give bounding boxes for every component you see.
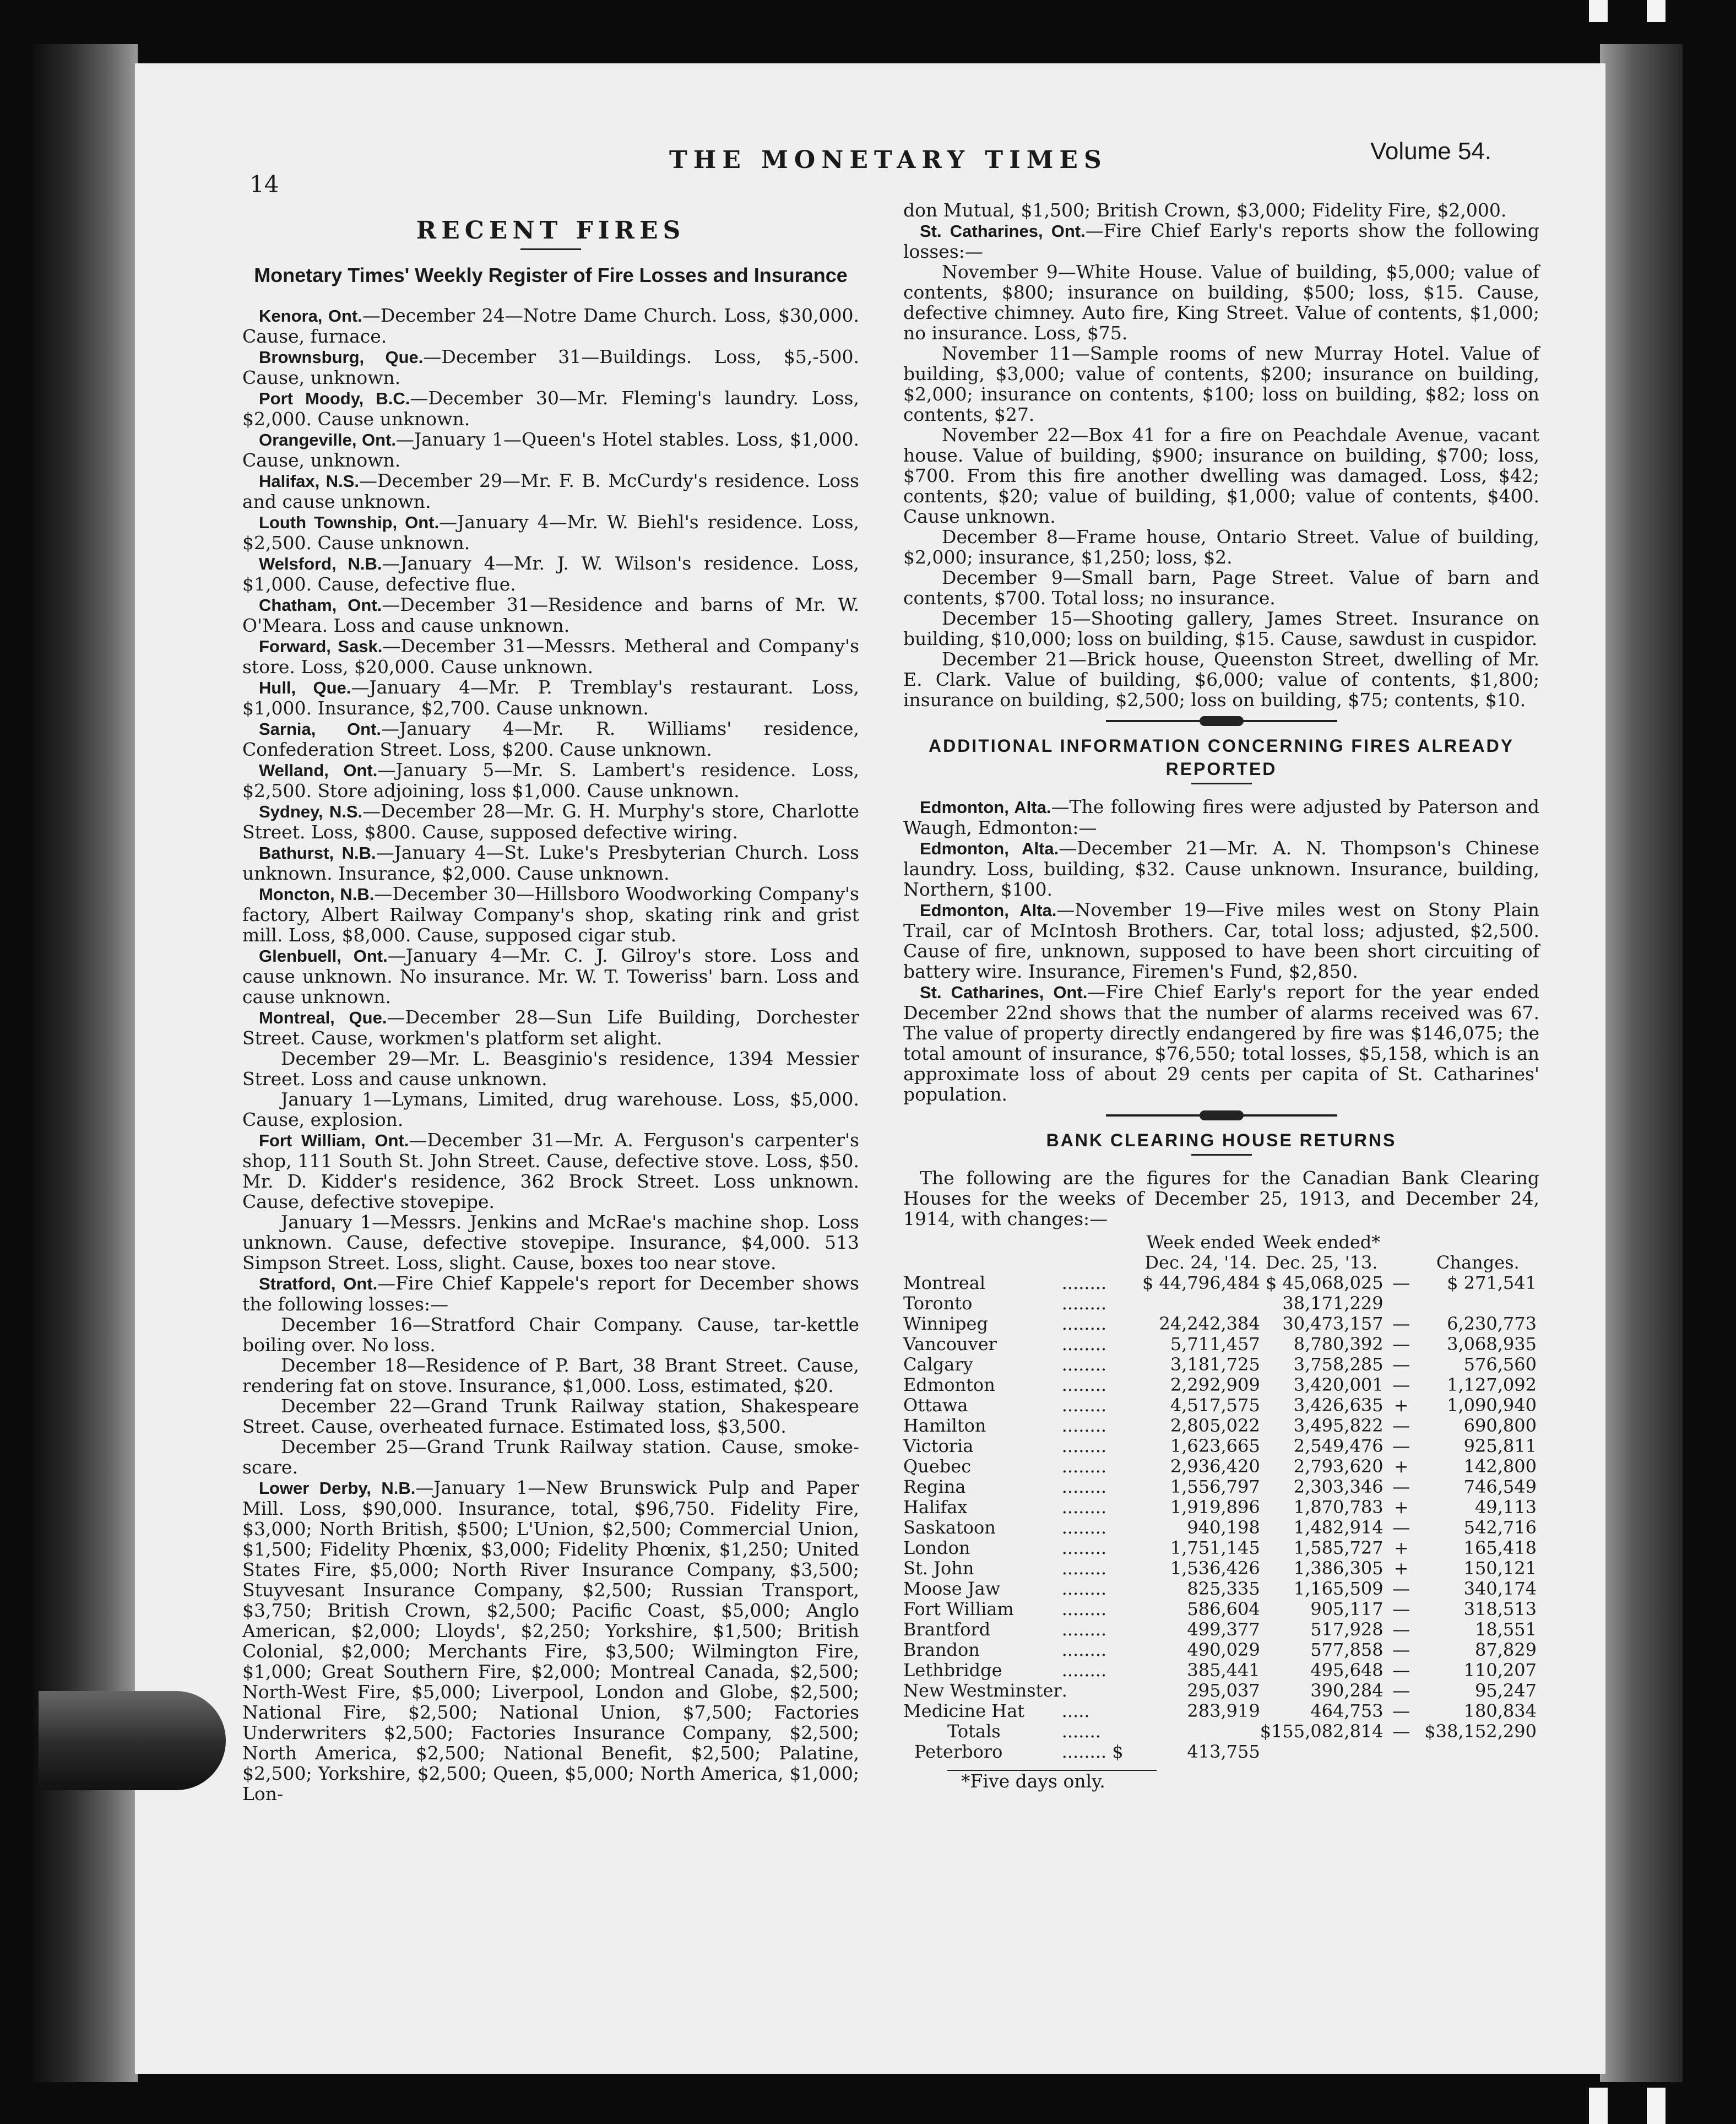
- entry-text: —December 30—Mr. Fleming's laundry. Loss, $2,000. Cause unknown.: [242, 387, 859, 430]
- leader-dots: ........: [1061, 1334, 1107, 1354]
- change-sign: +: [1393, 1558, 1409, 1579]
- change-sign: —: [1392, 1334, 1410, 1354]
- entry-text: —January 4—Mr. P. Tremblay's restaurant. Loss, $1,000. Insurance, $2,700. Cause unknown.: [242, 676, 860, 719]
- city-name: Saskatoon: [903, 1517, 996, 1538]
- continued-text: don Mutual, $1,500; British Crown, $3,000; Fidelity Fire, $2,000.: [903, 199, 1507, 221]
- entry-text: —January 4—Mr. R. Williams' residence, Confederation Street. Loss, $200. Cause unknown.: [242, 718, 860, 760]
- table-row: [903, 1742, 1537, 1762]
- leader-dots: ........: [1061, 1660, 1107, 1681]
- fire-entry: [242, 677, 859, 718]
- fire-entry: [242, 346, 859, 388]
- table-row: [903, 1334, 1537, 1354]
- table-row: [903, 1558, 1537, 1579]
- cell-1913: 1,386,305: [1293, 1558, 1384, 1579]
- cell-1913: 3,420,001: [1293, 1374, 1384, 1395]
- change-sign: —: [1392, 1354, 1410, 1375]
- entry-text: —January 4—Mr. J. W. Wilson's residence. Loss, $1,000. Cause, defective flue.: [242, 552, 859, 595]
- entry-text: —December 31—Messrs. Metheral and Company's store. Loss, $20,000. Cause unknown.: [242, 635, 860, 678]
- change-sign: —: [1392, 1619, 1410, 1640]
- bank-returns-title: BANK CLEARING HOUSE RETURNS: [1046, 1130, 1397, 1150]
- cell-change: 110,207: [1463, 1660, 1537, 1681]
- cell-1914: 413,755: [1187, 1741, 1260, 1762]
- entry-text: —December 21—Mr. A. N. Thompson's Chinese laundry. Loss, building, $32. Cause unknown. Insurance, building, Northern, $100.: [903, 837, 1539, 900]
- left-column: [242, 216, 860, 1805]
- table-row: [903, 1497, 1537, 1518]
- column-header: Dec. 24, '14.: [1144, 1252, 1257, 1273]
- fire-entry: [242, 842, 859, 884]
- cell-1913: 464,753: [1310, 1700, 1384, 1721]
- cell-1914: $ 44,796,484: [1142, 1272, 1260, 1293]
- cell-1913: 8,780,392: [1293, 1334, 1384, 1354]
- entry-text: —January 4—St. Luke's Presbyterian Church. Loss unknown. Insurance, $2,000. Cause unknown.: [242, 842, 859, 884]
- city-name: New Westminster: [903, 1680, 1062, 1701]
- right-column: [903, 200, 1539, 1791]
- fire-entry: [242, 884, 859, 945]
- cell-1913: 1,165,509: [1293, 1578, 1384, 1599]
- change-sign: —: [1392, 1517, 1410, 1538]
- entry-text: —January 4—Mr. W. Biehl's residence. Loss, $2,500. Cause unknown.: [242, 511, 859, 554]
- table-row: [903, 1293, 1537, 1314]
- fire-entry: [242, 636, 859, 677]
- leader-dots: .......: [1061, 1721, 1101, 1742]
- place-name: Chatham, Ont.: [259, 595, 382, 615]
- table-row: [903, 1681, 1537, 1701]
- cell-1914: [1142, 1293, 1260, 1314]
- fire-entry: [242, 1273, 859, 1314]
- leader-dots: ........: [1061, 1354, 1107, 1375]
- cell-1913: 2,793,620: [1293, 1456, 1384, 1477]
- cell-1914: 295,037: [1187, 1680, 1260, 1701]
- cell-1914: 2,805,022: [1170, 1415, 1260, 1436]
- entry-text: —January 1—Queen's Hotel stables. Loss, $1,000. Cause, unknown.: [242, 429, 860, 471]
- cell-1913: 1,585,727: [1293, 1537, 1384, 1558]
- cell-1914: 1,919,896: [1170, 1497, 1260, 1518]
- entry-text: —December 31—Buildings. Loss, $5,-500. Cause, unknown.: [242, 346, 859, 388]
- loss-item: December 21—Brick house, Queenston Street, dwelling of Mr. E. Clark. Value of building, $6,000; value of contents, $1,800; insurance on building, $2,500; loss on building, $75; contents, $10.: [903, 648, 1539, 711]
- column-header: Changes.: [1436, 1252, 1520, 1273]
- bank-table-body: [903, 1273, 1537, 1721]
- city-name: Victoria: [903, 1435, 974, 1456]
- cell-change: 150,121: [1463, 1558, 1537, 1579]
- entry-text: —December 31—Residence and barns of Mr. W. O'Meara. Loss and cause unknown.: [242, 594, 859, 636]
- place-name: Welland, Ont.: [259, 761, 378, 780]
- cell-1913: 390,284: [1310, 1680, 1384, 1701]
- fire-entry: [242, 512, 859, 553]
- totals-label: Totals: [947, 1721, 1001, 1742]
- entry-text: —December 29—Mr. F. B. McCurdy's residence. Loss and cause unknown.: [242, 470, 859, 512]
- fire-entry: [242, 801, 859, 842]
- leader-dots: ........: [1061, 1497, 1107, 1518]
- leader-dots: ........: [1061, 1517, 1107, 1538]
- entry-text: —January 4—Mr. C. J. Gilroy's store. Loss and cause unknown. No insurance. Mr. W. T. Toweriss' barn. Loss and cause unknown.: [242, 945, 859, 1007]
- table-row: [903, 1314, 1537, 1334]
- divider: [1191, 783, 1252, 784]
- cell-change: $ 271,541: [1447, 1272, 1537, 1293]
- leader-dots: ........: [1061, 1374, 1107, 1395]
- leader-dots: ........: [1061, 1476, 1107, 1497]
- cell-change: 746,549: [1463, 1476, 1537, 1497]
- table-row: [903, 1395, 1537, 1416]
- page-clip: [39, 1691, 226, 1790]
- fire-entry-list: [242, 305, 859, 1048]
- cell-1914: 586,604: [1187, 1599, 1260, 1619]
- city-name: Vancouver: [903, 1334, 997, 1354]
- masthead: THE MONETARY TIMES: [669, 146, 1108, 174]
- cell-1914: 5,711,457: [1170, 1334, 1260, 1354]
- film-marker: [1647, 0, 1666, 22]
- city-name: Medicine Hat: [903, 1700, 1025, 1721]
- table-row: [903, 1660, 1537, 1681]
- cell-change: $38,152,290: [1424, 1721, 1537, 1742]
- ornamental-divider: [1106, 1114, 1337, 1117]
- loss-item: December 18—Residence of P. Bart, 38 Brant Street. Cause, rendering fat on stove. Insurance, $1,000. Loss, estimated, $20.: [242, 1354, 859, 1396]
- change-sign: —: [1392, 1272, 1410, 1293]
- city-name: Montreal: [903, 1272, 986, 1293]
- leader-dots: .: [1061, 1680, 1067, 1701]
- table-row: [903, 1354, 1537, 1375]
- leader-dots: ........: [1061, 1415, 1107, 1436]
- film-marker: [1647, 2088, 1666, 2124]
- place-name: Glenbuell, Ont.: [259, 946, 388, 966]
- place-name: Lower Derby, N.B.: [259, 1478, 416, 1498]
- cell-1913: 3,495,822: [1293, 1415, 1384, 1436]
- entry-text: —December 24—Notre Dame Church. Loss, $30,000. Cause, furnace.: [242, 305, 860, 347]
- change-sign: +: [1393, 1456, 1409, 1477]
- fire-entry: [242, 305, 859, 346]
- cell-1914: 24,242,384: [1159, 1313, 1260, 1334]
- city-name: Brantford: [903, 1619, 991, 1640]
- section-title: RECENT FIRES: [416, 216, 686, 245]
- fire-entry: [242, 594, 859, 636]
- place-name: Montreal, Que.: [259, 1008, 387, 1027]
- change-sign: —: [1392, 1680, 1410, 1701]
- place-name: Fort William, Ont.: [259, 1131, 409, 1150]
- divider: [1191, 1154, 1252, 1156]
- city-name: Toronto: [903, 1293, 973, 1314]
- change-sign: —: [1392, 1476, 1410, 1497]
- loss-item: November 9—White House. Value of building, $5,000; value of contents, $800; insurance on building, $500; loss, $15. Cause, defective chimney. Auto fire, King Street. Value of contents, $1,000; no insurance. Loss, $75.: [903, 261, 1539, 344]
- leader-dots: ........: [1061, 1578, 1107, 1599]
- change-sign: —: [1392, 1578, 1410, 1599]
- column-header: Dec. 25, '13.: [1265, 1252, 1378, 1273]
- place-name: Edmonton, Alta.: [920, 839, 1059, 858]
- entry-text: —December 31—Mr. A. Ferguson's carpenter's shop, 111 South St. John Street. Cause, defective stove. Loss, $50. Mr. D. Kidder's residence, 362 Brock Street. Loss unknown. Cause, defective stovepipe.: [242, 1129, 859, 1212]
- divider: [520, 248, 581, 250]
- film-marker: [1589, 2088, 1608, 2124]
- cell-1913: 3,758,285: [1293, 1354, 1384, 1375]
- place-name: Hull, Que.: [259, 678, 351, 697]
- place-name: Orangeville, Ont.: [259, 430, 397, 449]
- entry-text: —Fire Chief Kappele's report for December shows the following losses:—: [242, 1272, 859, 1315]
- fire-entry: [242, 1130, 859, 1212]
- additional-entry-list: [903, 797, 1539, 1104]
- loss-item: December 8—Frame house, Ontario Street. Value of building, $2,000; insurance, $1,250; loss, $2.: [903, 526, 1539, 568]
- cell-change: 318,513: [1463, 1599, 1537, 1619]
- city-name: Edmonton: [903, 1374, 995, 1395]
- place-name: Edmonton, Alta.: [920, 798, 1051, 817]
- column-header: Week ended: [1146, 1232, 1255, 1253]
- fire-entry: [242, 470, 859, 512]
- place-name: Louth Township, Ont.: [259, 513, 440, 532]
- leader-dots: ........ $: [1061, 1741, 1124, 1762]
- city-name: Brandon: [903, 1639, 980, 1660]
- volume-label: Volume 54.: [1370, 138, 1492, 165]
- place-name: Sarnia, Ont.: [259, 719, 381, 739]
- entry-text: —December 28—Mr. G. H. Murphy's store, Charlotte Street. Loss, $800. Cause, supposed defective wiring.: [242, 800, 859, 843]
- loss-item: December 16—Stratford Chair Company. Cause, tar-kettle boiling over. No loss.: [242, 1314, 859, 1356]
- cell-1913: 3,426,635: [1293, 1395, 1384, 1416]
- leader-dots: ........: [1061, 1435, 1107, 1456]
- table-row: [903, 1640, 1537, 1660]
- change-sign: —: [1392, 1660, 1410, 1681]
- table-header-row: [903, 1253, 1537, 1273]
- cell-1914: 499,377: [1187, 1619, 1260, 1640]
- cell-1914: 385,441: [1187, 1660, 1260, 1681]
- place-name: Bathurst, N.B.: [259, 843, 376, 863]
- loss-item: December 22—Grand Trunk Railway station, Shakespeare Street. Cause, overheated furnace. Estimated loss, $3,500.: [242, 1395, 859, 1437]
- additional-entry: [903, 982, 1539, 1104]
- cell-1914: 825,335: [1187, 1578, 1260, 1599]
- leader-dots: ........: [1061, 1558, 1107, 1579]
- change-sign: —: [1392, 1639, 1410, 1660]
- fire-entry: [242, 1477, 859, 1804]
- place-name: Halifax, N.S.: [259, 472, 359, 491]
- loss-item: November 22—Box 41 for a fire on Peachdale Avenue, vacant house. Value of building, $900; insurance on building, $700; loss, $700. From this fire another dwelling was damaged. Loss, $42; contents, $20; value of building, $1,000; value of contents, $400. Cause unknown.: [903, 424, 1539, 527]
- cell-1913: $ 45,068,025: [1265, 1272, 1384, 1293]
- entry-text: —December 30—Hillsboro Woodworking Company's factory, Albert Railway Company's shop, skating rink and grist mill. Loss, $8,000. Cause, supposed cigar stub.: [242, 883, 859, 946]
- bank-clearing-table: [903, 1232, 1537, 1762]
- cell-1914: 1,751,145: [1170, 1537, 1260, 1558]
- cell-1913: 495,648: [1310, 1660, 1384, 1681]
- change-sign: +: [1393, 1497, 1409, 1518]
- cell-1914: 1,623,665: [1170, 1435, 1260, 1456]
- fire-entry: [242, 718, 859, 760]
- change-sign: —: [1392, 1435, 1410, 1456]
- table-row: [903, 1477, 1537, 1497]
- table-row: [903, 1375, 1537, 1395]
- fire-entry: [242, 429, 859, 470]
- change-sign: —: [1392, 1721, 1410, 1742]
- change-sign: +: [1393, 1395, 1409, 1416]
- fire-entry-continuation: January 1—Messrs. Jenkins and McRae's machine shop. Loss unknown. Cause, defective stovepipe. Insurance, $4,000. 513 Simpson Street. Loss, slight. Cause, boxes too near stove.: [242, 1211, 859, 1274]
- table-row: [903, 1701, 1537, 1721]
- cell-change: 95,247: [1475, 1680, 1537, 1701]
- loss-item: December 15—Shooting gallery, James Street. Insurance on building, $10,000; loss on building, $15. Cause, sawdust in cuspidor.: [903, 608, 1539, 649]
- cell-1913: 1,870,783: [1293, 1497, 1384, 1518]
- table-row: [903, 1538, 1537, 1558]
- loss-item: December 25—Grand Trunk Railway station. Cause, smoke-scare.: [242, 1436, 859, 1478]
- fire-entry: [242, 553, 859, 594]
- ornamental-divider: [1106, 720, 1337, 722]
- section-subtitle: Monetary Times' Weekly Register of Fire Losses and Insurance: [254, 264, 848, 286]
- cell-change: 87,829: [1475, 1639, 1537, 1660]
- city-name: Hamilton: [903, 1415, 986, 1436]
- change-sign: —: [1392, 1700, 1410, 1721]
- city-name: London: [903, 1537, 970, 1558]
- cell-1913: 1,482,914: [1293, 1517, 1384, 1538]
- entry-text: —The following fires were adjusted by Paterson and Waugh, Edmonton:—: [903, 796, 1539, 838]
- leader-dots: ........: [1061, 1619, 1107, 1640]
- leader-dots: .....: [1061, 1700, 1090, 1721]
- city-name: Fort William: [903, 1599, 1014, 1619]
- fire-entry: [242, 760, 859, 801]
- city-name: Moose Jaw: [903, 1578, 1001, 1599]
- change-sign: [1384, 1293, 1419, 1314]
- cell-1914: 283,919: [1187, 1700, 1260, 1721]
- place-name: Stratford, Ont.: [259, 1274, 378, 1293]
- cell-1914: 2,292,909: [1170, 1374, 1260, 1395]
- cell-change: 1,090,940: [1447, 1395, 1537, 1416]
- cell-1913: 905,117: [1310, 1599, 1384, 1619]
- additional-entry: [903, 838, 1539, 900]
- cell-1913: 2,303,346: [1293, 1476, 1384, 1497]
- change-sign: —: [1392, 1313, 1410, 1334]
- leader-dots: ........: [1061, 1272, 1107, 1293]
- city-name: Quebec: [903, 1456, 972, 1477]
- cell-change: 6,230,773: [1447, 1313, 1537, 1334]
- leader-dots: ........: [1061, 1537, 1107, 1558]
- film-marker: [1589, 0, 1608, 22]
- cell-change: 165,418: [1463, 1537, 1537, 1558]
- loss-item: December 9—Small barn, Page Street. Value of barn and contents, $700. Total loss; no insurance.: [903, 567, 1539, 609]
- column-header: Week ended*: [1263, 1232, 1381, 1253]
- place-name: Port Moody, B.C.: [259, 389, 410, 408]
- entry-text: —Fire Chief Early's reports show the following losses:—: [903, 220, 1539, 262]
- additional-entry: [903, 900, 1539, 982]
- cell-1914: 490,029: [1187, 1639, 1260, 1660]
- cell-1913: 38,171,229: [1282, 1293, 1384, 1314]
- place-name: St. Catharines, Ont.: [920, 221, 1086, 241]
- city-name: Winnipeg: [903, 1313, 988, 1334]
- change-sign: —: [1392, 1415, 1410, 1436]
- cell-1913: 30,473,157: [1282, 1313, 1384, 1334]
- cell-change: [1419, 1293, 1537, 1314]
- cell-1913: $155,082,814: [1260, 1721, 1384, 1742]
- fire-entry-continuation: December 29—Mr. L. Beasginio's residence, 1394 Messier Street. Loss and cause unknown.: [242, 1048, 859, 1090]
- place-name: Welsford, N.B.: [259, 554, 382, 573]
- city-name: Peterboro: [914, 1741, 1003, 1762]
- place-name: Forward, Sask.: [259, 637, 383, 656]
- cell-change: 1,127,092: [1447, 1374, 1537, 1395]
- bank-intro: The following are the figures for the Canadian Bank Clearing Houses for the weeks of December 25, 1913, and December 24, 1914, with changes:—: [903, 1167, 1539, 1229]
- table-row: [903, 1456, 1537, 1477]
- change-sign: +: [1393, 1537, 1409, 1558]
- entry-text: —December 28—Sun Life Building, Dorchester Street. Cause, workmen's platform set alight.: [242, 1006, 859, 1049]
- fire-entry: [242, 388, 859, 429]
- leader-dots: ........: [1061, 1599, 1107, 1619]
- cell-1914: 1,536,426: [1170, 1558, 1260, 1579]
- table-header-row: [903, 1232, 1537, 1253]
- page-number: 14: [249, 171, 279, 198]
- fire-entry: [242, 945, 859, 1007]
- entry-text: —Fire Chief Early's report for the year ended December 22nd shows that the number of alarms received was 67. The value of property directly endangered by fire was $146,075; the total amount of insurance, $76,550; total losses, $5,158, which is an approximate loss of about 29 cents per capita of St. Catharines' population.: [903, 981, 1539, 1105]
- cell-change: 3,068,935: [1447, 1334, 1537, 1354]
- leader-dots: ........: [1061, 1293, 1107, 1314]
- place-name: Brownsburg, Que.: [259, 348, 424, 367]
- place-name: Moncton, N.B.: [259, 885, 375, 904]
- change-sign: —: [1392, 1374, 1410, 1395]
- city-name: St. John: [903, 1558, 974, 1579]
- change-sign: —: [1392, 1599, 1410, 1619]
- table-row: [903, 1599, 1537, 1619]
- cell-change: 690,800: [1463, 1415, 1537, 1436]
- city-name: Regina: [903, 1476, 966, 1497]
- cell-1914: 3,181,725: [1170, 1354, 1260, 1375]
- leader-dots: ........: [1061, 1395, 1107, 1416]
- cell-change: 542,716: [1463, 1517, 1537, 1538]
- totals-row: [903, 1721, 1537, 1742]
- cell-change: 925,811: [1463, 1435, 1537, 1456]
- cell-change: 340,174: [1463, 1578, 1537, 1599]
- cell-change: 576,560: [1463, 1354, 1537, 1375]
- place-name: Kenora, Ont.: [259, 306, 362, 326]
- place-name: Edmonton, Alta.: [920, 901, 1057, 920]
- cell-change: 18,551: [1475, 1619, 1537, 1640]
- place-name: St. Catharines, Ont.: [920, 983, 1088, 1002]
- footnote: *Five days only.: [961, 1770, 1105, 1792]
- entry-text: —January 5—Mr. S. Lambert's residence. Loss, $2,500. Store adjoining, loss $1,000. Cause unknown.: [242, 759, 859, 801]
- table-row: [903, 1436, 1537, 1456]
- leader-dots: ........: [1061, 1313, 1107, 1334]
- cell-1914: 1,556,797: [1170, 1476, 1260, 1497]
- cell-1914: 2,936,420: [1170, 1456, 1260, 1477]
- fire-entry: [903, 220, 1539, 262]
- cell-change: 180,834: [1463, 1700, 1537, 1721]
- cell-change: 142,800: [1463, 1456, 1537, 1477]
- city-name: Halifax: [903, 1497, 968, 1518]
- cell-1914: 4,517,575: [1170, 1395, 1260, 1416]
- fire-entry: [242, 1007, 859, 1048]
- table-row: [903, 1518, 1537, 1538]
- cell-change: 49,113: [1475, 1497, 1537, 1518]
- additional-entry: [903, 797, 1539, 838]
- leader-dots: ........: [1061, 1456, 1107, 1477]
- cell-1913: 517,928: [1310, 1619, 1384, 1640]
- city-name: Lethbridge: [903, 1660, 1002, 1681]
- page-stack-edge: [1600, 44, 1683, 2082]
- city-name: Calgary: [903, 1354, 973, 1375]
- cell-1914: [1142, 1721, 1260, 1742]
- place-name: Sydney, N.S.: [259, 802, 363, 821]
- cell-1913: 2,549,476: [1293, 1435, 1384, 1456]
- table-row: [903, 1619, 1537, 1640]
- fire-entry-continuation: January 1—Lymans, Limited, drug warehouse. Loss, $5,000. Cause, explosion.: [242, 1088, 859, 1130]
- additional-info-title: ADDITIONAL INFORMATION CONCERNING FIRES ALREADY REPORTED: [928, 736, 1515, 779]
- cell-1914: 940,198: [1187, 1517, 1260, 1538]
- city-name: Ottawa: [903, 1395, 968, 1416]
- leader-dots: ........: [1061, 1639, 1107, 1660]
- table-row: [903, 1273, 1537, 1293]
- loss-item: November 11—Sample rooms of new Murray Hotel. Value of building, $3,000; value of contents, $200; insurance on building, $2,000; insurance on contents, $100; loss on building, $82; loss on contents, $27.: [903, 343, 1539, 425]
- table-row: [903, 1579, 1537, 1599]
- entry-text: —January 1—New Brunswick Pulp and Paper Mill. Loss, $90,000. Insurance, total, $96,750. Fidelity Fire, $3,000; North British, $500; L'Union, $2,500; Commercial Union, $1,500; Fidelity Phœnix, $3,000; Fidelity Phœnix, $1,250; United States Fire, $5,000; North River Insurance Company, $3,500; Stuyvesant Insurance Company, $2,500; Russian Transport, $3,750; British Crown, $2,500; Pacific Coast, $5,000; Anglo American, $2,000; Lloyds', $2,250; Yorkshire, $1,500; British Colonial, $2,000; Merchants Fire, $3,500; Wilmington Fire, $1,000; Great Southern Fire, $2,000; Montreal Canada, $2,500; North-West Fire, $5,000; Liverpool, London and Globe, $2,500; National Fire, $2,500; National Union, $7,500; Factories Underwriters $2,500; Factories Insurance Company, $2,500; North America, $2,500; National Benefit, $2,500; Palatine, $2,500; Yorkshire, $2,500; Queen, $5,000; North America, $1,000; Lon-: [242, 1477, 860, 1805]
- entry-text: —November 19—Five miles west on Stony Plain Trail, car of McIntosh Brothers. Car, total loss; adjusted, $2,500. Cause of fire, unknown, supposed to have been short circuiting of battery wire. Insurance, Firemen's Fund, $2,850.: [903, 899, 1539, 982]
- table-row: [903, 1416, 1537, 1436]
- cell-1913: 577,858: [1310, 1639, 1384, 1660]
